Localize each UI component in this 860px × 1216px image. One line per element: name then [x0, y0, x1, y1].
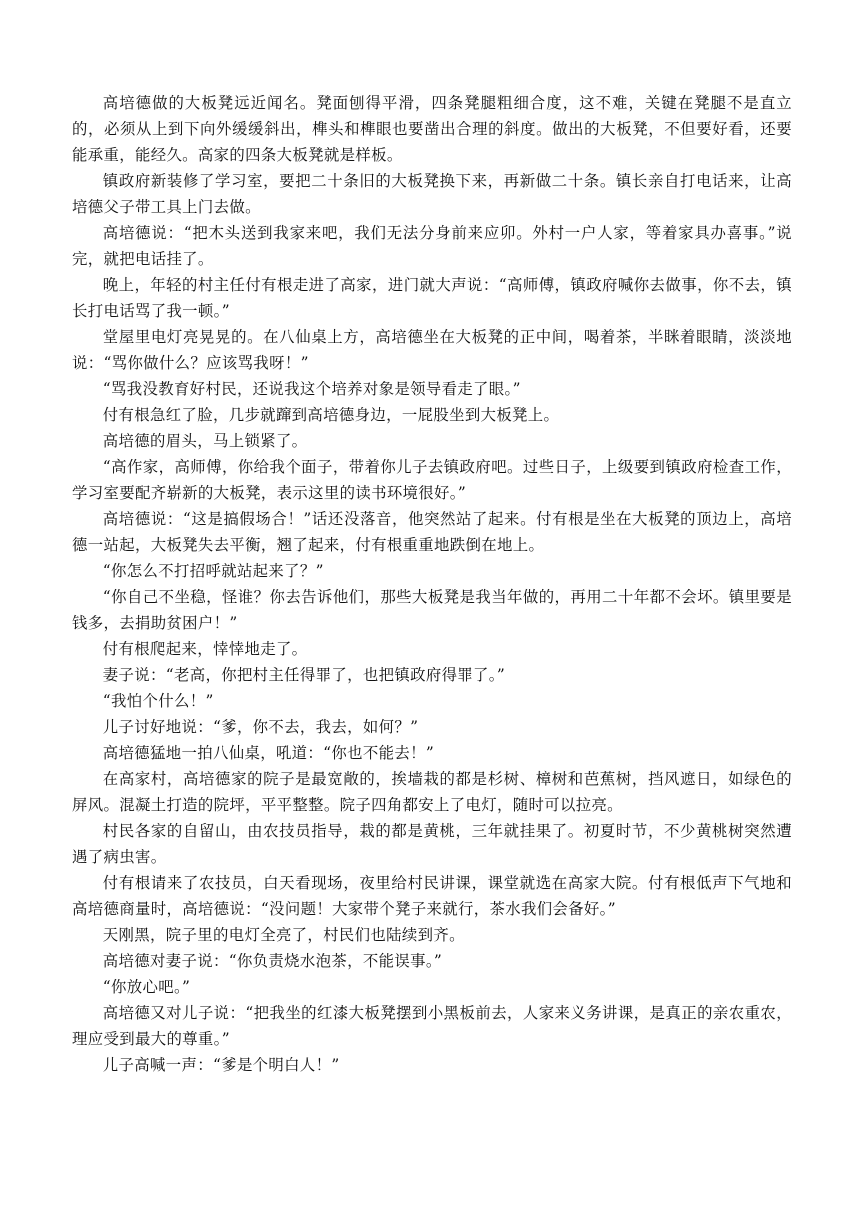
paragraph: “骂我没教育好村民，还说我这个培养对象是领导看走了眼。”	[102, 380, 521, 398]
paragraph: 高培德的眉头，马上锁紧了。	[102, 432, 308, 450]
paragraph: 堂屋里电灯亮晃晃的。在八仙桌上方，高培德坐在大板凳的正中间，喝着茶，半眯着眼睛，淡淡地说：“骂你做什么？应该骂我呀！”	[72, 328, 792, 372]
paragraph: 高培德说：“把木头送到我家来吧，我们无法分身前来应卯。外村一户人家，等着家具办喜事。”说完，就把电话挂了。	[72, 224, 792, 268]
paragraph: 付有根请来了农技员，白天看现场，夜里给村民讲课，课堂就选在高家大院。付有根低声下气地和高培德商量时，高培德说：“没问题！大家带个凳子来就行，茶水我们会备好。”	[72, 874, 792, 918]
paragraph: 晚上，年轻的村主任付有根走进了高家，进门就大声说：“高师傅，镇政府喊你去做事，你不去，镇长打电话骂了我一顿。”	[72, 276, 792, 320]
article-body	[72, 90, 792, 1078]
paragraph: 镇政府新装修了学习室，要把二十条旧的大板凳换下来，再新做二十条。镇长亲自打电话来，让高培德父子带工具上门去做。	[72, 172, 792, 216]
paragraph: 高培德说：“这是搞假场合！”话还没落音，他突然站了起来。付有根是坐在大板凳的顶边上，高培德一站起，大板凳失去平衡，翘了起来，付有根重重地跌倒在地上。	[72, 510, 792, 554]
paragraph: “你怎么不打招呼就站起来了？”	[102, 562, 324, 580]
paragraph: 付有根急红了脸，几步就蹿到高培德身边，一屁股坐到大板凳上。	[102, 406, 560, 424]
paragraph: 高培德做的大板凳远近闻名。凳面刨得平滑，四条凳腿粗细合度，这不难，关键在凳腿不是直立的，必须从上到下向外缓缓斜出，榫头和榫眼也要凿出合理的斜度。做出的大板凳，不但要好看，还要能承重，能经久。高家的四条大板凳就是样板。	[72, 94, 792, 164]
paragraph: 高培德又对儿子说：“把我坐的红漆大板凳摆到小黑板前去，人家来义务讲课，是真正的亲农重农，理应受到最大的尊重。”	[72, 1004, 792, 1048]
paragraph: 在高家村，高培德家的院子是最宽敞的，挨墙栽的都是杉树、樟树和芭蕉树，挡风遮日，如绿色的屏风。混凝土打造的院坪，平平整整。院子四角都安上了电灯，随时可以拉亮。	[72, 770, 792, 814]
paragraph: “高作家，高师傅，你给我个面子，带着你儿子去镇政府吧。过些日子，上级要到镇政府检查工作，学习室要配齐崭新的大板凳，表示这里的读书环境很好。”	[72, 458, 792, 502]
paragraph: “你自己不坐稳，怪谁？你去告诉他们，那些大板凳是我当年做的，再用二十年都不会坏。镇里要是钱多，去捐助贫困户！”	[72, 588, 792, 632]
paragraph: 儿子高喊一声：“爹是个明白人！”	[102, 1056, 340, 1074]
paragraph: 儿子讨好地说：“爹，你不去，我去，如何？”	[102, 718, 419, 736]
paragraph: 付有根爬起来，悻悻地走了。	[102, 640, 308, 658]
paragraph: 高培德猛地一拍八仙桌，吼道：“你也不能去！”	[102, 744, 435, 762]
paragraph: 村民各家的自留山，由农技员指导，栽的都是黄桃，三年就挂果了。初夏时节，不少黄桃树突然遭遇了病虫害。	[72, 822, 792, 866]
paragraph: 妻子说：“老高，你把村主任得罪了，也把镇政府得罪了。”	[102, 666, 506, 684]
paragraph: “你放心吧。”	[102, 978, 191, 996]
paragraph: 高培德对妻子说：“你负责烧水泡茶，不能误事。”	[102, 952, 443, 970]
paragraph: 天刚黑，院子里的电灯全亮了，村民们也陆续到齐。	[102, 926, 465, 944]
paragraph: “我怕个什么！”	[102, 692, 214, 710]
